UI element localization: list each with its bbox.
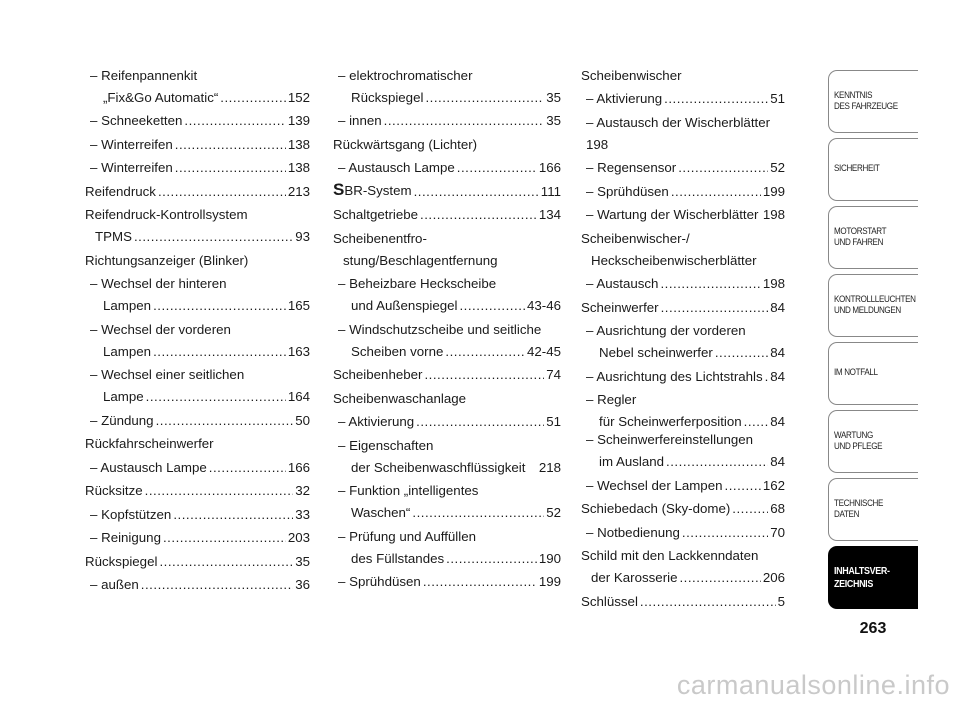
leader-dots <box>141 578 293 591</box>
index-entry <box>85 275 310 313</box>
entry-text: Schlüssel <box>581 593 638 609</box>
index-entry <box>333 527 561 565</box>
index-entry <box>85 458 310 474</box>
page-ref: 218 <box>538 459 561 475</box>
leader-dots <box>744 415 769 428</box>
entry-text: – Winterreifen <box>90 136 173 152</box>
page-ref: 198 <box>762 276 785 292</box>
index-entry <box>581 592 785 608</box>
index-column-1 <box>85 66 310 599</box>
entry-text: – Zündung <box>90 412 154 428</box>
page-ref: 166 <box>538 160 561 176</box>
index-entry <box>333 229 561 267</box>
index-entry <box>85 66 310 104</box>
entry-text: der Scheibenwaschflüssigkeit <box>351 459 526 475</box>
entry-text: – Eigenschaften <box>338 437 434 453</box>
index-entry <box>333 413 561 429</box>
index-entry <box>581 66 785 82</box>
entry-text: Lampen <box>103 343 152 359</box>
index-entry <box>581 476 785 492</box>
entry-text: – Scheinwerfereinstellungen <box>586 432 754 448</box>
leader-dots <box>146 390 286 403</box>
page-ref: 190 <box>538 550 561 566</box>
leader-dots <box>420 208 537 221</box>
entry-text: Waschen“ <box>351 505 411 521</box>
entry-text: – Ausrichtung der vorderen <box>586 323 746 339</box>
index-entry <box>333 159 561 175</box>
leader-dots <box>384 114 545 127</box>
entry-text: Reifendruck-Kontrollsystem <box>85 207 248 223</box>
chapter-tab[interactable] <box>828 342 918 405</box>
entry-text: der Karosserie <box>591 570 678 586</box>
entry-text: – Reifenpannenkit <box>90 67 198 83</box>
index-entry <box>333 482 561 520</box>
index-entry <box>333 135 561 151</box>
leader-dots <box>424 368 544 381</box>
page-ref: 199 <box>762 183 785 199</box>
entry-text: – Schneeketten <box>90 113 183 129</box>
entry-text: – Austausch der Wischerblätter <box>586 114 771 130</box>
entry-text: – innen <box>338 113 382 129</box>
page-ref: 163 <box>287 343 310 359</box>
entry-text: Schiebedach (Sky-dome) <box>581 501 731 517</box>
leader-dots <box>414 185 539 198</box>
leader-dots <box>425 91 544 104</box>
entry-text: Nebel scheinwerfer <box>599 345 713 361</box>
entry-text: – Prüfung und Auffüllen <box>338 528 477 544</box>
entry-text: Scheibenheber <box>333 367 423 383</box>
leader-dots <box>457 161 537 174</box>
leader-dots <box>156 414 294 427</box>
chapter-tab-label: MOTORSTART UND FAHREN <box>834 225 887 248</box>
index-entry <box>333 182 561 198</box>
entry-text: – Wechsel einer seitlichen <box>90 367 245 383</box>
page-ref: 43-46 <box>526 298 561 314</box>
page-ref: 134 <box>538 207 561 223</box>
page-ref: 74 <box>546 367 561 383</box>
index-entry <box>333 436 561 474</box>
leader-dots <box>412 506 544 519</box>
index-entry <box>85 206 310 244</box>
entry-text: stung/Beschlagentfernung <box>343 252 498 268</box>
chapter-tab-label: KONTROLLLEUCHTEN UND MELDUNGEN <box>834 293 916 316</box>
index-entry <box>85 576 310 592</box>
page-ref: 51 <box>546 414 561 430</box>
leader-dots <box>666 455 768 468</box>
leader-dots <box>159 555 293 568</box>
page-ref: 199 <box>538 574 561 590</box>
index-entry <box>85 112 310 128</box>
page-ref: 35 <box>546 89 561 105</box>
page-ref: 50 <box>295 412 310 428</box>
entry-text: – Regensensor <box>586 160 677 176</box>
page-ref: 198 <box>762 207 785 223</box>
page-ref: 206 <box>762 570 785 586</box>
leader-dots <box>725 479 761 492</box>
chapter-tab-label: KENNTNIS DES FAHRZEUGE <box>834 89 898 112</box>
entry-text: Rückspiegel <box>351 89 424 105</box>
page-ref: 84 <box>770 299 785 315</box>
leader-dots <box>459 299 525 312</box>
page-ref: 84 <box>770 368 785 384</box>
entry-text: Scheibenwischer <box>581 67 682 83</box>
entry-text: – Aktivierung <box>586 91 663 107</box>
chapter-tab-label: WARTUNG UND PFLEGE <box>834 429 883 452</box>
leader-dots <box>175 138 286 151</box>
page-ref: 152 <box>287 89 310 105</box>
index-entry <box>85 320 310 358</box>
page-ref: 93 <box>295 229 310 245</box>
index-entry <box>85 529 310 545</box>
index-entry <box>581 275 785 291</box>
leader-dots <box>220 91 286 104</box>
entry-text: Rückspiegel <box>85 553 158 569</box>
chapter-tab[interactable] <box>828 478 918 541</box>
index-column-3 <box>581 66 785 616</box>
leader-dots <box>640 595 776 608</box>
index-entry <box>581 182 785 198</box>
page-ref: 52 <box>770 160 785 176</box>
leader-dots <box>153 345 286 358</box>
index-entry <box>581 90 785 106</box>
index-entry <box>85 251 310 267</box>
chapter-tab[interactable] <box>828 70 918 133</box>
index-entry <box>581 206 785 222</box>
entry-text: – Wechsel der hinteren <box>90 276 227 292</box>
entry-text: Rückfahrscheinwerfer <box>85 436 214 452</box>
entry-text: – außen <box>90 577 139 593</box>
page-ref: 5 <box>777 593 785 609</box>
chapter-tab-label: INHALTSVER- ZEICHNIS <box>834 565 890 590</box>
entry-text: „Fix&Go Automatic“ <box>103 89 219 105</box>
chapter-tab-label: IM NOTFALL <box>834 367 878 379</box>
chapter-tabs <box>828 70 918 614</box>
leader-dots <box>173 508 293 521</box>
leader-dots <box>416 415 544 428</box>
index-entry <box>333 573 561 589</box>
leader-dots <box>184 114 285 127</box>
leader-dots <box>671 185 761 198</box>
index-entry <box>333 275 561 313</box>
leader-dots <box>158 185 286 198</box>
page-ref: 203 <box>287 530 310 546</box>
leader-dots <box>134 230 293 243</box>
page-ref: 84 <box>770 414 785 430</box>
entry-text: – Windschutzscheibe und seitliche <box>338 321 542 337</box>
entry-text: – Winterreifen <box>90 160 173 176</box>
leader-dots <box>732 502 768 515</box>
leader-dots <box>145 484 294 497</box>
index-entry <box>333 66 561 104</box>
index-entry <box>85 435 310 451</box>
index-entry: – Ausrichtung des Lichtstrahls . 84 <box>586 368 785 384</box>
leader-dots <box>661 301 769 314</box>
entry-text: – Aktivierung <box>338 414 415 430</box>
leader-dots <box>423 575 537 588</box>
index-entry <box>85 411 310 427</box>
leader-dots <box>446 552 537 565</box>
leader-dots <box>664 92 768 105</box>
entry-text: Lampen <box>103 298 152 314</box>
leader-dots <box>679 571 760 584</box>
index-entry <box>581 547 785 585</box>
page-ref: 138 <box>287 160 310 176</box>
index-entry <box>581 298 785 314</box>
index-entry <box>85 505 310 521</box>
index-entry <box>333 389 561 405</box>
page-ref: 213 <box>287 183 310 199</box>
index-entry <box>581 113 785 151</box>
entry-text: – Beheizbare Heckscheibe <box>338 276 497 292</box>
index-entry <box>581 322 785 360</box>
index-entry <box>581 500 785 516</box>
entry-text: SBR-System <box>333 180 412 199</box>
index-entry <box>85 366 310 404</box>
entry-text: – Reinigung <box>90 530 161 546</box>
entry-text: – Regler <box>586 392 637 408</box>
index-column-2 <box>333 66 561 596</box>
page-ref: 84 <box>770 454 785 470</box>
page-ref: 35 <box>546 113 561 129</box>
index-entry <box>581 391 785 429</box>
index-entry <box>85 135 310 151</box>
entry-text: – Kopfstützen <box>90 506 172 522</box>
entry-text: – Notbedienung <box>586 524 680 540</box>
entry-text: Heckscheibenwischerblätter <box>591 252 757 268</box>
index-entry <box>85 159 310 175</box>
entry-text: des Füllstandes <box>351 550 445 566</box>
entry-text: für Scheinwerferposition <box>599 414 742 430</box>
index-entry <box>333 112 561 128</box>
chapter-tab[interactable] <box>828 138 918 201</box>
chapter-tab[interactable] <box>828 274 918 337</box>
leader-dots <box>678 161 768 174</box>
chapter-tab[interactable] <box>828 206 918 269</box>
chapter-tab-label: SICHERHEIT <box>834 163 880 175</box>
index-entry <box>581 523 785 539</box>
page-number: 263 <box>859 620 887 637</box>
page-ref: 164 <box>287 389 310 405</box>
page-ref: 165 <box>287 298 310 314</box>
leader-dots <box>682 526 768 539</box>
leader-dots <box>163 531 286 544</box>
leader-dots <box>660 277 760 290</box>
entry-text: Rücksitze <box>85 483 143 499</box>
watermark: carmanualsonline.info <box>676 670 950 700</box>
chapter-tab[interactable] <box>828 410 918 473</box>
entry-text: – Wartung der Wischerblätter <box>586 207 759 223</box>
page-ref: 36 <box>295 577 310 593</box>
index-entry <box>333 206 561 222</box>
entry-text: Scheibenentfro- <box>333 230 427 246</box>
entry-text: Schaltgetriebe <box>333 207 419 223</box>
page-ref: 166 <box>287 459 310 475</box>
chapter-tab-label: TECHNISCHE DATEN <box>834 497 884 520</box>
entry-text: TPMS <box>95 229 132 245</box>
entry-text: und Außenspiegel <box>351 298 458 314</box>
entry-text: Scheibenwischer-/ <box>581 230 690 246</box>
page-ref: 139 <box>287 113 310 129</box>
entry-text: Scheinwerfer <box>581 299 659 315</box>
page-ref: 162 <box>762 477 785 493</box>
page-ref: 70 <box>770 524 785 540</box>
index-entry <box>581 431 785 469</box>
entry-text: – Wechsel der Lampen <box>586 477 723 493</box>
chapter-tab[interactable] <box>828 546 918 609</box>
entry-text: Scheiben vorne <box>351 343 444 359</box>
entry-text: – Wechsel der vorderen <box>90 321 231 337</box>
entry-text: Lampe <box>103 389 144 405</box>
index-entry <box>333 320 561 358</box>
index-entry <box>85 482 310 498</box>
page-ref: 51 <box>770 91 785 107</box>
index-entry <box>581 159 785 175</box>
entry-text: – Sprühdüsen <box>338 574 421 590</box>
entry-text: – Funktion „intelligentes <box>338 483 479 499</box>
entry-text: – elektrochromatischer <box>338 67 473 83</box>
page-ref: 111 <box>540 183 561 199</box>
page-ref: 33 <box>295 506 310 522</box>
leader-dots <box>209 461 286 474</box>
page-ref: 52 <box>546 505 561 521</box>
entry-text: – Ausrichtung des Lichtstrahls <box>586 368 763 384</box>
page-ref: 138 <box>287 136 310 152</box>
index-entry <box>85 182 310 198</box>
page-ref: 84 <box>770 345 785 361</box>
page-ref: 42-45 <box>526 343 561 359</box>
entry-text: Scheibenwaschanlage <box>333 390 467 406</box>
page-ref: 68 <box>770 501 785 517</box>
leader-dots <box>153 299 286 312</box>
entry-text: Rückwärtsgang (Lichter) <box>333 136 478 152</box>
entry-text: im Ausland <box>599 454 665 470</box>
page-ref: 32 <box>295 483 310 499</box>
leader-dots <box>175 161 286 174</box>
entry-text: – Austausch <box>586 276 659 292</box>
leader-dots <box>445 345 525 358</box>
entry-text: Richtungsanzeiger (Blinker) <box>85 252 249 268</box>
entry-text: – Austausch Lampe <box>90 459 207 475</box>
index-entry <box>333 366 561 382</box>
entry-text: Reifendruck <box>85 183 156 199</box>
index-entry <box>85 552 310 568</box>
page-ref: 35 <box>295 553 310 569</box>
leader-dots <box>715 346 768 359</box>
entry-text: – Austausch Lampe <box>338 160 455 176</box>
entry-text: Schild mit den Lackkenndaten <box>581 548 759 564</box>
entry-text: 198 <box>586 136 609 152</box>
entry-text: – Sprühdüsen <box>586 183 669 199</box>
index-entry <box>581 229 785 267</box>
